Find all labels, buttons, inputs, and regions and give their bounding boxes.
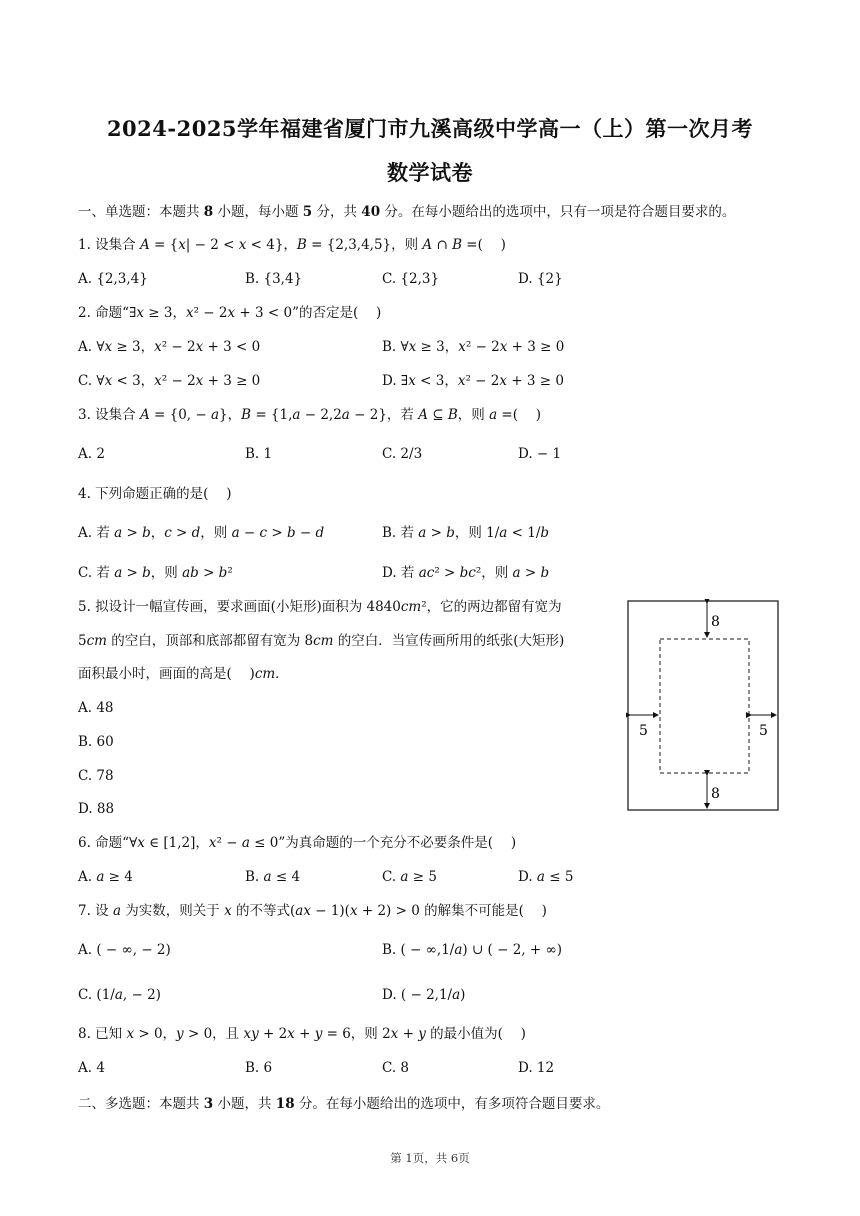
question-7-option-b: B. ( − ∞,1/𝑎) ∪ ( − 2, + ∞) [382,942,562,958]
question-5-stem-line-3: 面积最小时，画面的高是( )𝑐𝑚． [78,666,289,682]
question-3-option-b: B. 1 [245,446,273,462]
question-8-option-a: A. 4 [78,1060,105,1076]
question-1-option-b: B. {3,4} [245,271,303,287]
question-6-option-d: D. 𝑎 ≤ 5 [518,869,574,885]
question-4-option-c: C. 若 𝑎 > 𝑏，则 𝑎𝑏 > 𝑏² [78,565,233,581]
question-6-option-a: A. 𝑎 ≥ 4 [78,869,133,885]
question-5-stem-line-1: 5. 拟设计一幅宣传画，要求画面(小矩形)面积为 4840𝑐𝑚²，它的两边都留有宽为 [78,599,562,615]
question-7-option-c: C. (1/𝑎, − 2) [78,987,161,1003]
question-2-option-d: D. ∃𝑥 < 3，𝑥² − 2𝑥 + 3 ≥ 0 [382,373,564,389]
question-6-stem: 6. 命题“∀𝑥 ∈ [1,2]，𝑥² − 𝑎 ≤ 0”为真命题的一个充分不必要条件是( ) [78,835,517,851]
question-8-option-b: B. 6 [245,1060,273,1076]
question-5-option-c: C. 78 [78,768,114,784]
question-2-option-a: A. ∀𝑥 ≥ 3，𝑥² − 2𝑥 + 3 < 0 [78,339,261,355]
question-5-option-b: B. 60 [78,734,114,750]
question-2-stem: 2. 命题“∃𝑥 ≥ 3，𝑥² − 2𝑥 + 3 < 0”的否定是( ) [78,305,382,321]
question-4-option-d: D. 若 𝑎𝑐² > 𝑏𝑐²，则 𝑎 > 𝑏 [382,565,550,581]
question-3-option-d: D. − 1 [518,446,562,462]
section-1-header: 一、单选题：本题共 8 小题，每小题 5 分，共 40 分。在每小题给出的选项中，只有一项是符合题目要求的。 [78,204,736,220]
question-2-option-c: C. ∀𝑥 < 3，𝑥² − 2𝑥 + 3 ≥ 0 [78,373,261,389]
question-1-option-a: A. {2,3,4} [78,271,148,287]
question-1-option-d: D. {2} [518,271,563,287]
question-4-stem: 4. 下列命题正确的是( ) [78,486,232,502]
bottom-margin-label: 8 [711,786,720,802]
question-6-option-b: B. 𝑎 ≤ 4 [245,869,301,885]
question-8-option-d: D. 12 [518,1060,555,1076]
question-8-option-c: C. 8 [382,1060,410,1076]
question-6-option-c: C. 𝑎 ≥ 5 [382,869,437,885]
question-8-stem: 8. 已知 𝑥 > 0，𝑦 > 0，且 𝑥𝑦 + 2𝑥 + 𝑦 = 6，则 2𝑥 + 𝑦 的最小值为( ) [78,1026,526,1042]
section-2-header: 二、多选题：本题共 3 小题，共 18 分。在每小题给出的选项中，有多项符合题目要求。 [78,1096,610,1112]
left-margin-label: 5 [639,723,648,739]
question-1-stem: 1. 设集合 𝐴 = {𝑥| − 2 < 𝑥 < 4}，𝐵 = {2,3,4,5}，则 𝐴 ∩ 𝐵 =( ) [78,237,506,253]
question-5-stem-line-2: 5𝑐𝑚 的空白，顶部和底部都留有宽为 8𝑐𝑚 的空白．当宣传画所用的纸张(大矩形) [78,633,565,649]
question-7-option-a: A. ( − ∞, − 2) [78,942,171,958]
page-footer: 第 1页，共 6页 [390,1151,470,1165]
poster-diagram [626,599,780,813]
question-5-option-d: D. 88 [78,801,115,817]
question-1-option-c: C. {2,3} [382,271,440,287]
question-3-option-c: C. 2/3 [382,446,423,462]
question-7-option-d: D. ( − 2,1/𝑎) [382,987,466,1003]
picture-inner-rectangle [660,639,749,773]
question-4-option-a: A. 若 𝑎 > 𝑏，𝑐 > 𝑑，则 𝑎 − 𝑐 > 𝑏 − 𝑑 [78,525,325,541]
page-title: 2024-2025学年福建省厦门市九溪高级中学高一（上）第一次月考 [106,116,754,141]
paper-outer-rectangle [628,601,778,810]
question-7-stem: 7. 设 𝑎 为实数，则关于 𝑥 的不等式(𝑎𝑥 − 1)(𝑥 + 2) > 0 的解集不可能是( ) [78,903,547,919]
question-3-option-a: A. 2 [78,446,105,462]
right-margin-label: 5 [759,723,768,739]
question-5-option-a: A. 48 [78,700,114,716]
question-2-option-b: B. ∀𝑥 ≥ 3，𝑥² − 2𝑥 + 3 ≥ 0 [382,339,565,355]
top-margin-label: 8 [711,614,720,630]
question-4-option-b: B. 若 𝑎 > 𝑏，则 1/𝑎 < 1/𝑏 [382,525,550,541]
question-3-stem: 3. 设集合 𝐴 = {0, − 𝑎}，𝐵 = {1,𝑎 − 2,2𝑎 − 2}，若 𝐴 ⊆ 𝐵，则 𝑎 =( ) [78,407,542,423]
page-subtitle: 数学试卷 [387,160,473,185]
